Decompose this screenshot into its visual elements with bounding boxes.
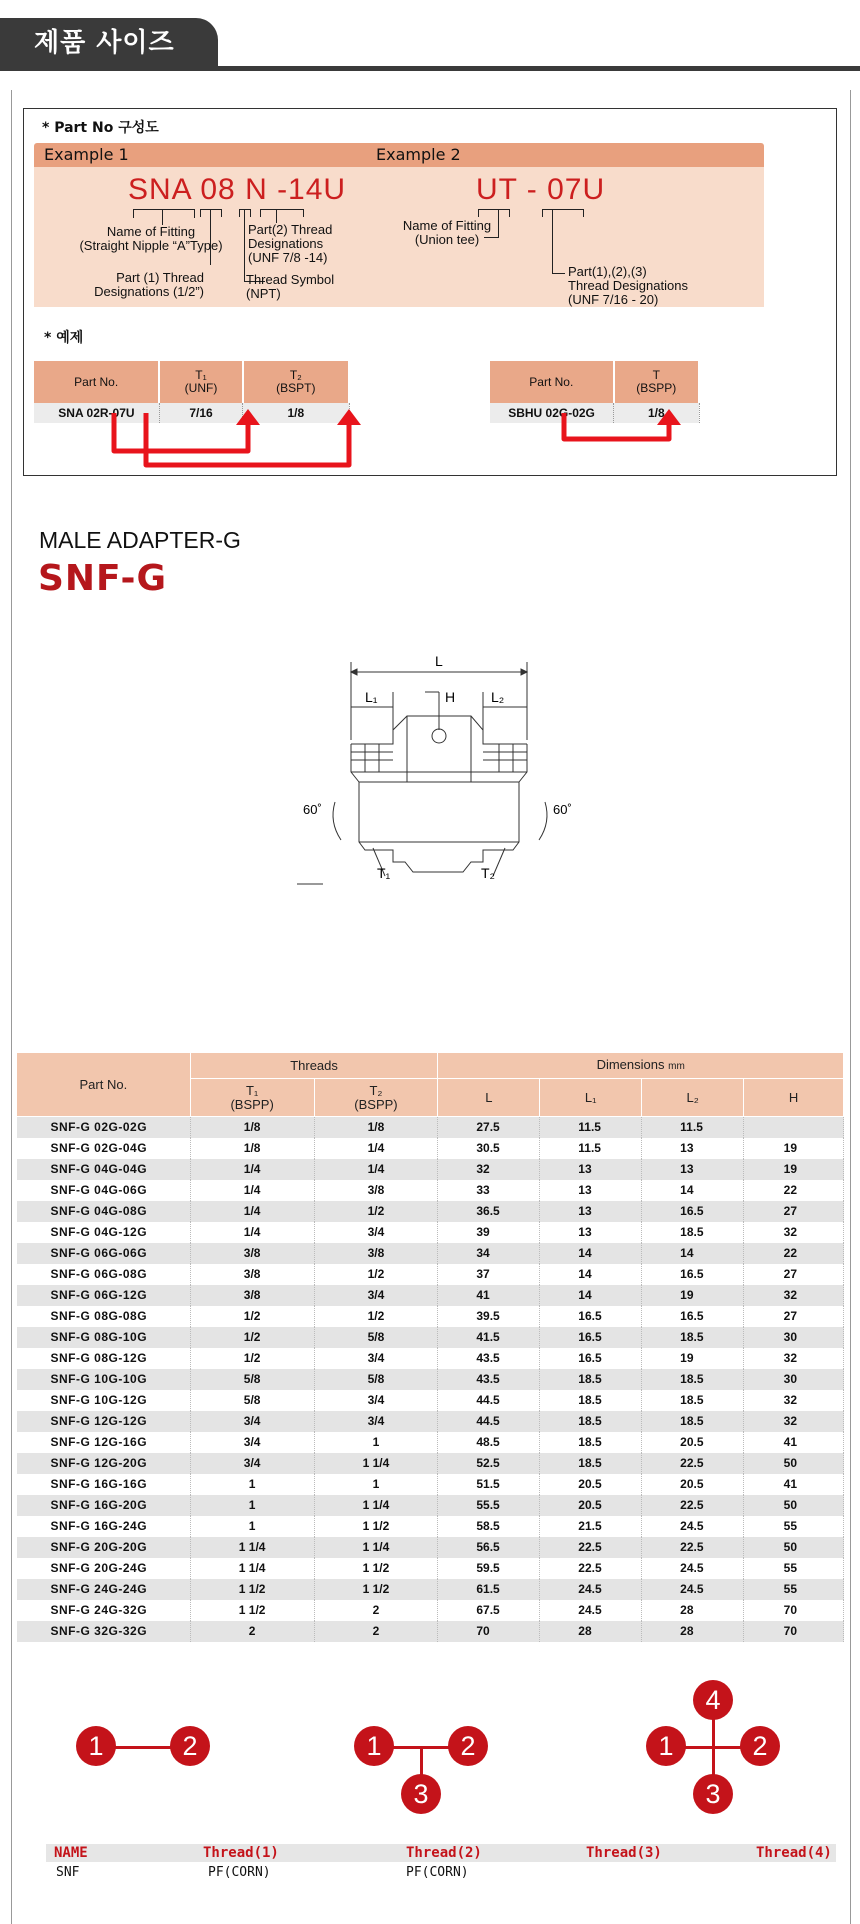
- t2-cell: 1/8: [314, 1117, 438, 1139]
- thread-th-3: Thread(3): [586, 1845, 662, 1861]
- part-no-cell: SNF-G 06G-12G: [17, 1285, 191, 1306]
- l1-cell: 16.5: [540, 1327, 642, 1348]
- l1-cell: 20.5: [540, 1474, 642, 1495]
- t2-cell: 2: [314, 1621, 438, 1642]
- l2-cell: 24.5: [642, 1579, 744, 1600]
- l-cell: 55.5: [438, 1495, 540, 1516]
- part-no-cell: SNF-G 10G-12G: [17, 1390, 191, 1411]
- part-no-cell: SNF-G 24G-24G: [17, 1579, 191, 1600]
- part-no-cell: SNF-G 16G-16G: [17, 1474, 191, 1495]
- table-row: [17, 1495, 844, 1516]
- l2-cell: 11.5: [642, 1117, 744, 1139]
- t2-cell: 1/2: [314, 1264, 438, 1285]
- table-row: [17, 1411, 844, 1432]
- t2-cell: 3/8: [314, 1180, 438, 1201]
- h-cell: 32: [744, 1390, 844, 1411]
- part-no-cell: SNF-G 06G-08G: [17, 1264, 191, 1285]
- l2-cell: 20.5: [642, 1432, 744, 1453]
- fitting-drawing: [295, 652, 595, 892]
- h-cell: 70: [744, 1621, 844, 1642]
- ex2-td-partno: SBHU 02G-02G: [490, 403, 614, 423]
- l-cell: 44.5: [438, 1411, 540, 1432]
- angle-left: 60˚: [303, 802, 322, 817]
- l2-cell: 24.5: [642, 1558, 744, 1579]
- table-row: [17, 1327, 844, 1348]
- ex1-th-t2: T₂ (BSPT): [243, 361, 349, 403]
- part-no-cell: SNF-G 20G-20G: [17, 1537, 191, 1558]
- th-t2-sub: (BSPP): [354, 1096, 398, 1112]
- th-t1: [190, 1079, 314, 1117]
- port-circle-2: 2: [170, 1726, 210, 1766]
- part-no-cell: SNF-G 12G-12G: [17, 1411, 191, 1432]
- table-row: [17, 1390, 844, 1411]
- l-cell: 51.5: [438, 1474, 540, 1495]
- example1-name-of-fitting: Name of Fitting (Straight Nipple “A”Type): [79, 224, 223, 253]
- h-cell: 70: [744, 1600, 844, 1621]
- l1-cell: 22.5: [540, 1537, 642, 1558]
- t2-cell: 3/4: [314, 1411, 438, 1432]
- l2-cell: 18.5: [642, 1369, 744, 1390]
- table-row: [17, 1243, 844, 1264]
- l1-cell: 13: [540, 1180, 642, 1201]
- table-row: [17, 1117, 844, 1139]
- table-row: [17, 1453, 844, 1474]
- example2-code: UT - 07U: [476, 173, 606, 206]
- h-cell: 19: [744, 1138, 844, 1159]
- l2-cell: 18.5: [642, 1222, 744, 1243]
- l1-cell: 18.5: [540, 1432, 642, 1453]
- l-cell: 27.5: [438, 1117, 540, 1139]
- l2-cell: 19: [642, 1285, 744, 1306]
- part-no-cell: SNF-G 04G-06G: [17, 1180, 191, 1201]
- example2-name-of-fitting: Name of Fitting (Union tee): [402, 218, 492, 247]
- t2-cell: 1: [314, 1432, 438, 1453]
- thread-th-name: NAME: [54, 1845, 88, 1861]
- l2-cell: 18.5: [642, 1390, 744, 1411]
- h-cell: 30: [744, 1369, 844, 1390]
- t2-cell: 5/8: [314, 1327, 438, 1348]
- t2-cell: 1 1/4: [314, 1495, 438, 1516]
- ex1-td-partno: SNA 02R-07U: [34, 403, 159, 423]
- l-cell: 30.5: [438, 1138, 540, 1159]
- th-t2: [314, 1079, 438, 1117]
- l-cell: 61.5: [438, 1579, 540, 1600]
- l-cell: 43.5: [438, 1348, 540, 1369]
- table-row: [17, 1138, 844, 1159]
- t1-cell: 5/8: [190, 1369, 314, 1390]
- cross-circle-1: 1: [646, 1726, 686, 1766]
- l-cell: 39.5: [438, 1306, 540, 1327]
- l1-cell: 14: [540, 1285, 642, 1306]
- table-row: [17, 1621, 844, 1642]
- example1-header: Example 1: [34, 143, 430, 167]
- l1-cell: 11.5: [540, 1117, 642, 1139]
- h-cell: 22: [744, 1180, 844, 1201]
- l2-cell: 16.5: [642, 1264, 744, 1285]
- t2-cell: 1/2: [314, 1201, 438, 1222]
- t2-cell: 3/8: [314, 1243, 438, 1264]
- l-cell: 48.5: [438, 1432, 540, 1453]
- l1-cell: 18.5: [540, 1369, 642, 1390]
- part-no-cell: SNF-G 08G-10G: [17, 1327, 191, 1348]
- t1-cell: 3/8: [190, 1243, 314, 1264]
- ex2-td-t: 1/8: [614, 403, 699, 423]
- t2-cell: 1 1/2: [314, 1558, 438, 1579]
- l-cell: 37: [438, 1264, 540, 1285]
- table-row: [17, 1159, 844, 1180]
- example1-code: SNA 08 N -14U: [128, 173, 347, 206]
- product-subtitle: MALE ADAPTER-G: [39, 527, 241, 553]
- l1-cell: 21.5: [540, 1516, 642, 1537]
- h-cell: 55: [744, 1558, 844, 1579]
- l1-cell: 13: [540, 1159, 642, 1180]
- table-row: [17, 1222, 844, 1243]
- l-cell: 41.5: [438, 1327, 540, 1348]
- l1-cell: 13: [540, 1222, 642, 1243]
- l-cell: 34: [438, 1243, 540, 1264]
- spec-table: [16, 1052, 844, 1642]
- table-row: [17, 1285, 844, 1306]
- t1-cell: 1/4: [190, 1222, 314, 1243]
- t1-cell: 1/4: [190, 1201, 314, 1222]
- thread-td-1: PF(CORN): [208, 1865, 271, 1880]
- header-divider: [0, 66, 860, 71]
- h-cell: 32: [744, 1411, 844, 1432]
- h-cell: 55: [744, 1516, 844, 1537]
- line-part2: [276, 209, 278, 223]
- th-dimensions-label: Dimensions: [596, 1056, 665, 1072]
- t2-cell: 3/4: [314, 1348, 438, 1369]
- t1-cell: 1/4: [190, 1180, 314, 1201]
- l2-cell: 22.5: [642, 1453, 744, 1474]
- l2-cell: 18.5: [642, 1327, 744, 1348]
- part-no-cell: SNF-G 04G-08G: [17, 1201, 191, 1222]
- ex2-th-t: T (BSPP): [614, 361, 699, 403]
- th-H: H: [744, 1079, 844, 1117]
- l1-cell: 20.5: [540, 1495, 642, 1516]
- arrow-t1-path: [114, 413, 248, 451]
- th-t1-sub: (BSPP): [230, 1096, 274, 1112]
- l2-cell: 18.5: [642, 1411, 744, 1432]
- l-cell: 36.5: [438, 1201, 540, 1222]
- t2-cell: 1 1/4: [314, 1537, 438, 1558]
- thread-th-1: Thread(1): [203, 1845, 279, 1861]
- t2-cell: 1: [314, 1474, 438, 1495]
- l-cell: 44.5: [438, 1390, 540, 1411]
- t2-cell: 1/2: [314, 1306, 438, 1327]
- l2-cell: 13: [642, 1138, 744, 1159]
- l1-cell: 16.5: [540, 1306, 642, 1327]
- l2-cell: 14: [642, 1180, 744, 1201]
- t1-cell: 1: [190, 1474, 314, 1495]
- part-no-cell: SNF-G 02G-02G: [17, 1117, 191, 1139]
- l2-cell: 20.5: [642, 1474, 744, 1495]
- part-no-cell: SNF-G 08G-12G: [17, 1348, 191, 1369]
- t2-cell: 3/4: [314, 1222, 438, 1243]
- l1-cell: 18.5: [540, 1453, 642, 1474]
- part-no-cell: SNF-G 10G-10G: [17, 1369, 191, 1390]
- arrow-t1-head: [236, 409, 260, 425]
- l2-cell: 14: [642, 1243, 744, 1264]
- t1-cell: 2: [190, 1621, 314, 1642]
- th-L: L: [438, 1079, 540, 1117]
- h-cell: 41: [744, 1474, 844, 1495]
- tee-circle-1: 1: [354, 1726, 394, 1766]
- th-L2: L₂: [642, 1079, 744, 1117]
- l-cell: 56.5: [438, 1537, 540, 1558]
- l2-cell: 16.5: [642, 1306, 744, 1327]
- code-bracket-14u: [260, 209, 304, 217]
- table-row: [17, 1600, 844, 1621]
- t1-cell: 1 1/4: [190, 1537, 314, 1558]
- thread-table-row: [46, 1864, 836, 1882]
- h-cell: 55: [744, 1579, 844, 1600]
- table-row: [17, 1201, 844, 1222]
- l2-cell: 13: [642, 1159, 744, 1180]
- tee-circle-3: 3: [401, 1774, 441, 1814]
- h-cell: 50: [744, 1537, 844, 1558]
- ex1-td-t2: 1/8: [243, 403, 349, 423]
- part-no-title: * Part No 구성도: [42, 120, 159, 136]
- table-row: [17, 1558, 844, 1579]
- l-cell: 43.5: [438, 1369, 540, 1390]
- h-cell: 32: [744, 1222, 844, 1243]
- product-title: SNF-G: [38, 558, 168, 599]
- cross-circle-3: 3: [693, 1774, 733, 1814]
- l-cell: 39: [438, 1222, 540, 1243]
- l1-cell: 24.5: [540, 1600, 642, 1621]
- t1-cell: 3/4: [190, 1453, 314, 1474]
- th-threads: Threads: [190, 1053, 438, 1079]
- t1-cell: 1/8: [190, 1138, 314, 1159]
- h-cell: 19: [744, 1159, 844, 1180]
- angle-right: 60˚: [553, 802, 572, 817]
- l2-cell: 22.5: [642, 1537, 744, 1558]
- table-row: [17, 1474, 844, 1495]
- table-row: [17, 1180, 844, 1201]
- part-no-cell: SNF-G 24G-32G: [17, 1600, 191, 1621]
- l1-cell: 24.5: [540, 1579, 642, 1600]
- l1-cell: 13: [540, 1201, 642, 1222]
- t1-cell: 1/2: [190, 1306, 314, 1327]
- port-diagrams: [0, 1680, 860, 1820]
- port-circle-1: 1: [76, 1726, 116, 1766]
- table-row: [17, 1516, 844, 1537]
- l-cell: 33: [438, 1180, 540, 1201]
- l1-cell: 22.5: [540, 1558, 642, 1579]
- table-row: [17, 1264, 844, 1285]
- part-no-cell: SNF-G 16G-20G: [17, 1495, 191, 1516]
- thread-td-name: SNF: [56, 1865, 80, 1880]
- thread-table-header: [46, 1844, 836, 1862]
- part-no-cell: SNF-G 12G-16G: [17, 1432, 191, 1453]
- arrow-t-head: [657, 409, 681, 425]
- ex2-th-partno: Part No.: [490, 361, 614, 403]
- h-cell: 32: [744, 1285, 844, 1306]
- example-arrows: [24, 409, 836, 473]
- examples-title: * 예제: [44, 330, 84, 346]
- t1-cell: 1/2: [190, 1327, 314, 1348]
- cross-circle-4: 4: [693, 1680, 733, 1720]
- part-no-cell: SNF-G 20G-24G: [17, 1558, 191, 1579]
- part-no-cell: SNF-G 06G-06G: [17, 1243, 191, 1264]
- t1-cell: 3/8: [190, 1264, 314, 1285]
- table-row: [17, 1306, 844, 1327]
- h-cell: 27: [744, 1306, 844, 1327]
- dim-L1: L₁: [365, 689, 378, 705]
- l-cell: 70: [438, 1621, 540, 1642]
- part-no-cell: SNF-G 04G-12G: [17, 1222, 191, 1243]
- t1-cell: 5/8: [190, 1390, 314, 1411]
- l1-cell: 16.5: [540, 1348, 642, 1369]
- dim-H: H: [445, 689, 456, 705]
- t2-cell: 3/4: [314, 1390, 438, 1411]
- l-cell: 52.5: [438, 1453, 540, 1474]
- example2-header: Example 2: [366, 143, 764, 167]
- th-L1: L₁: [540, 1079, 642, 1117]
- part-no-cell: SNF-G 12G-20G: [17, 1453, 191, 1474]
- label-T1: T₁: [377, 865, 391, 881]
- t1-cell: 1/4: [190, 1159, 314, 1180]
- t2-cell: 1/4: [314, 1159, 438, 1180]
- l2-cell: 16.5: [642, 1201, 744, 1222]
- l2-cell: 28: [642, 1621, 744, 1642]
- dim-L2: L₂: [491, 689, 505, 705]
- h-cell: 50: [744, 1453, 844, 1474]
- thread-th-4: Thread(4): [756, 1845, 832, 1861]
- t1-cell: 1 1/4: [190, 1558, 314, 1579]
- example2-parts: Part(1),(2),(3) Thread Designations (UNF 7/16 - 20): [568, 264, 688, 307]
- thread-th-2: Thread(2): [406, 1845, 482, 1861]
- l2-cell: 28: [642, 1600, 744, 1621]
- t2-cell: 2: [314, 1600, 438, 1621]
- h-cell: [744, 1117, 844, 1139]
- h-cell: 41: [744, 1432, 844, 1453]
- h-cell: 50: [744, 1495, 844, 1516]
- spec-table-body: [17, 1117, 844, 1643]
- l1-cell: 14: [540, 1264, 642, 1285]
- table-row: [17, 1432, 844, 1453]
- l-cell: 59.5: [438, 1558, 540, 1579]
- h-cell: 32: [744, 1348, 844, 1369]
- th-dimensions-unit: mm: [668, 1060, 685, 1072]
- t2-cell: 1 1/2: [314, 1516, 438, 1537]
- ex1-th-partno: Part No.: [34, 361, 159, 403]
- table-row: [17, 1348, 844, 1369]
- l1-cell: 14: [540, 1243, 642, 1264]
- t1-cell: 1/8: [190, 1117, 314, 1139]
- thread-td-2: PF(CORN): [406, 1865, 469, 1880]
- t1-cell: 1/2: [190, 1348, 314, 1369]
- example1-thread-symbol: Thread Symbol (NPT): [246, 272, 335, 301]
- part-no-cell: SNF-G 04G-04G: [17, 1159, 191, 1180]
- part-no-cell: SNF-G 08G-08G: [17, 1306, 191, 1327]
- l1-cell: 18.5: [540, 1411, 642, 1432]
- l2-cell: 24.5: [642, 1516, 744, 1537]
- arrow-t2-head: [337, 409, 361, 425]
- table-row: [17, 1369, 844, 1390]
- example2-body: [366, 167, 764, 307]
- l1-cell: 18.5: [540, 1390, 642, 1411]
- th-part-no: Part No.: [17, 1053, 191, 1117]
- example1-part1: Part (1) Thread Designations (1/2”): [94, 270, 204, 299]
- t1-cell: 3/8: [190, 1285, 314, 1306]
- h-cell: 27: [744, 1264, 844, 1285]
- h-cell: 27: [744, 1201, 844, 1222]
- l1-cell: 28: [540, 1621, 642, 1642]
- table-row: [17, 1579, 844, 1600]
- ex1-th-t1: T₁ (UNF): [159, 361, 242, 403]
- h-cell: 30: [744, 1327, 844, 1348]
- ex1-td-t1: 7/16: [159, 403, 242, 423]
- line-parts: [552, 209, 565, 274]
- table-row: [17, 1537, 844, 1558]
- th-dimensions: [438, 1053, 844, 1079]
- example1-part2: Part(2) Thread Designations (UNF 7/8 -14): [248, 222, 333, 265]
- l-cell: 67.5: [438, 1600, 540, 1621]
- th-t2-label: T₂: [369, 1082, 383, 1098]
- t2-cell: 5/8: [314, 1369, 438, 1390]
- t1-cell: 1: [190, 1495, 314, 1516]
- t1-cell: 1 1/2: [190, 1579, 314, 1600]
- t1-cell: 1: [190, 1516, 314, 1537]
- dim-L: L: [435, 653, 443, 669]
- l-cell: 41: [438, 1285, 540, 1306]
- part-no-box: [23, 108, 837, 476]
- t2-cell: 1 1/4: [314, 1453, 438, 1474]
- line-name: [162, 209, 164, 225]
- l-cell: 58.5: [438, 1516, 540, 1537]
- part-no-cell: SNF-G 32G-32G: [17, 1621, 191, 1642]
- t1-cell: 1 1/2: [190, 1600, 314, 1621]
- l-cell: 32: [438, 1159, 540, 1180]
- th-t1-label: T₁: [245, 1082, 259, 1098]
- l2-cell: 19: [642, 1348, 744, 1369]
- arrow-t-path: [564, 413, 669, 439]
- t2-cell: 1/4: [314, 1138, 438, 1159]
- l1-cell: 11.5: [540, 1138, 642, 1159]
- label-T2: T₂: [481, 865, 495, 881]
- tee-circle-2: 2: [448, 1726, 488, 1766]
- t1-cell: 3/4: [190, 1432, 314, 1453]
- part-no-cell: SNF-G 02G-04G: [17, 1138, 191, 1159]
- h-cell: 22: [744, 1243, 844, 1264]
- cross-circle-2: 2: [740, 1726, 780, 1766]
- t2-cell: 1 1/2: [314, 1579, 438, 1600]
- section-title-tab: 제품 사이즈: [0, 18, 218, 68]
- t2-cell: 3/4: [314, 1285, 438, 1306]
- l2-cell: 22.5: [642, 1495, 744, 1516]
- code-bracket-sna: [133, 209, 195, 218]
- t1-cell: 3/4: [190, 1411, 314, 1432]
- part-no-cell: SNF-G 16G-24G: [17, 1516, 191, 1537]
